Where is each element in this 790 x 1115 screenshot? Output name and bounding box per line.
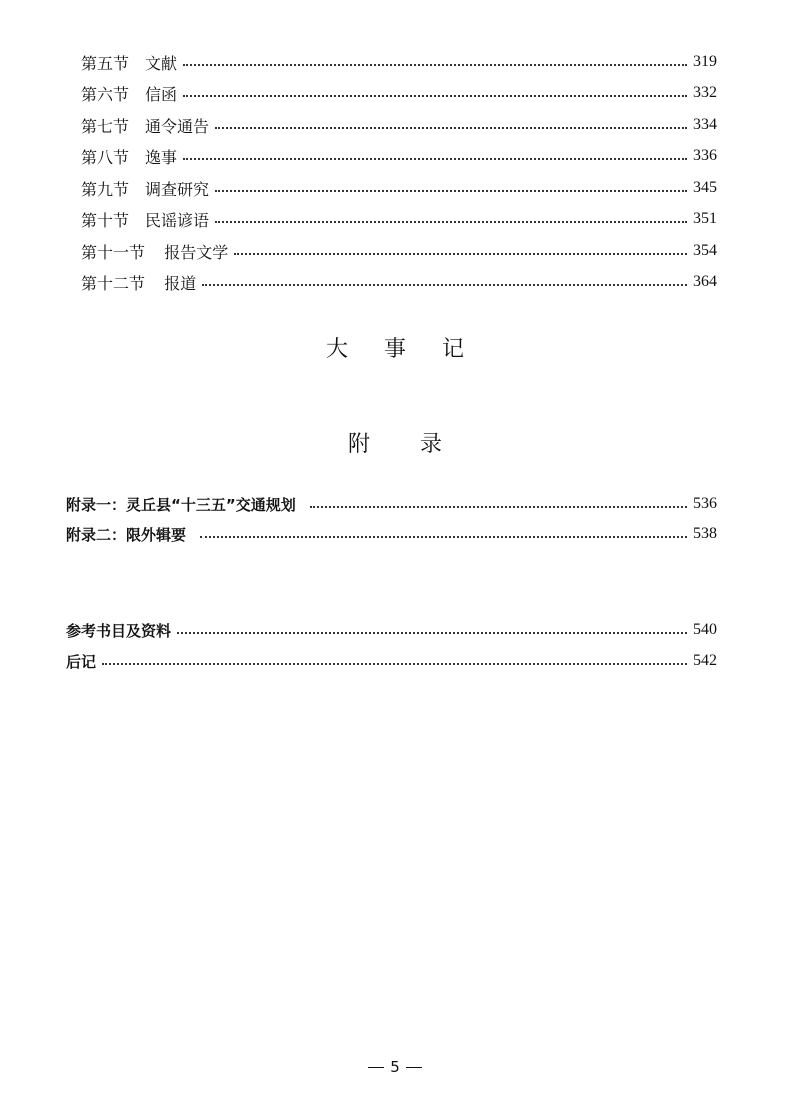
- page-number: 332: [693, 84, 717, 101]
- section-title: 逸事: [145, 147, 178, 167]
- dot-leader: [234, 253, 687, 255]
- section-title: 民谣谚语: [145, 210, 210, 230]
- section-number: 第六节: [81, 84, 130, 104]
- toc-entry[interactable]: [81, 81, 717, 105]
- page-number: 364: [693, 273, 717, 290]
- dot-leader: [310, 506, 687, 508]
- section-number: 第十二节: [81, 273, 146, 293]
- section-number: 第九节: [81, 179, 130, 199]
- section-title: 文献: [145, 53, 178, 73]
- appendix-heading[interactable]: 附 录: [347, 432, 443, 457]
- dot-leader: [183, 64, 687, 66]
- dot-leader: [200, 536, 687, 538]
- dot-leader: [215, 221, 687, 223]
- folio-number: 5: [390, 1058, 400, 1076]
- section-title: 通令通告: [145, 116, 210, 136]
- folio-dash-right: [406, 1067, 422, 1068]
- page-number: 351: [693, 210, 717, 227]
- page-number: 536: [693, 495, 717, 512]
- back-matter-entry[interactable]: [66, 649, 717, 673]
- section-title: 信函: [145, 84, 178, 104]
- section-title: 调查研究: [145, 179, 210, 199]
- page-number: 354: [693, 242, 717, 259]
- page-number: 336: [693, 147, 717, 164]
- dot-leader: [215, 190, 687, 192]
- page-number: 345: [693, 179, 717, 196]
- page-number: 538: [693, 525, 717, 542]
- appendix-title: 附录一：灵丘县“十三五”交通规划: [66, 495, 296, 514]
- toc-entry[interactable]: [81, 207, 717, 231]
- chronicle-heading[interactable]: 大 事 记: [325, 337, 465, 362]
- section-number: 第十一节: [81, 242, 146, 262]
- dot-leader: [202, 284, 687, 286]
- folio-dash-left: [368, 1067, 384, 1068]
- appendix-title: 附录二：限外辑要: [66, 525, 187, 544]
- toc-entry[interactable]: [81, 270, 717, 294]
- appendix-entry[interactable]: [66, 492, 717, 516]
- toc-entry[interactable]: [81, 50, 717, 74]
- section-title: 报告文学: [164, 242, 229, 262]
- section-title: 报道: [164, 273, 197, 293]
- section-number: 第十节: [81, 210, 130, 230]
- page-number: 542: [693, 652, 717, 669]
- section-number: 第五节: [81, 53, 130, 73]
- section-number: 第七节: [81, 116, 130, 136]
- toc-entry[interactable]: [81, 239, 717, 263]
- back-matter-title: 参考书目及资料: [66, 621, 172, 640]
- page-folio: [0, 1058, 790, 1076]
- dot-leader: [215, 127, 687, 129]
- toc-entry[interactable]: [81, 176, 717, 200]
- section-number: 第八节: [81, 147, 130, 167]
- page-number: 540: [693, 621, 717, 638]
- back-matter-entry[interactable]: [66, 618, 717, 642]
- toc-entry[interactable]: [81, 113, 717, 137]
- dot-leader: [183, 95, 687, 97]
- dot-leader: [177, 632, 687, 634]
- page-number: 334: [693, 116, 717, 133]
- toc-entry[interactable]: [81, 144, 717, 168]
- appendix-entry[interactable]: [66, 522, 717, 546]
- dot-leader: [102, 663, 687, 665]
- dot-leader: [183, 158, 687, 160]
- back-matter-title: 后记: [66, 652, 97, 671]
- page-number: 319: [693, 53, 717, 70]
